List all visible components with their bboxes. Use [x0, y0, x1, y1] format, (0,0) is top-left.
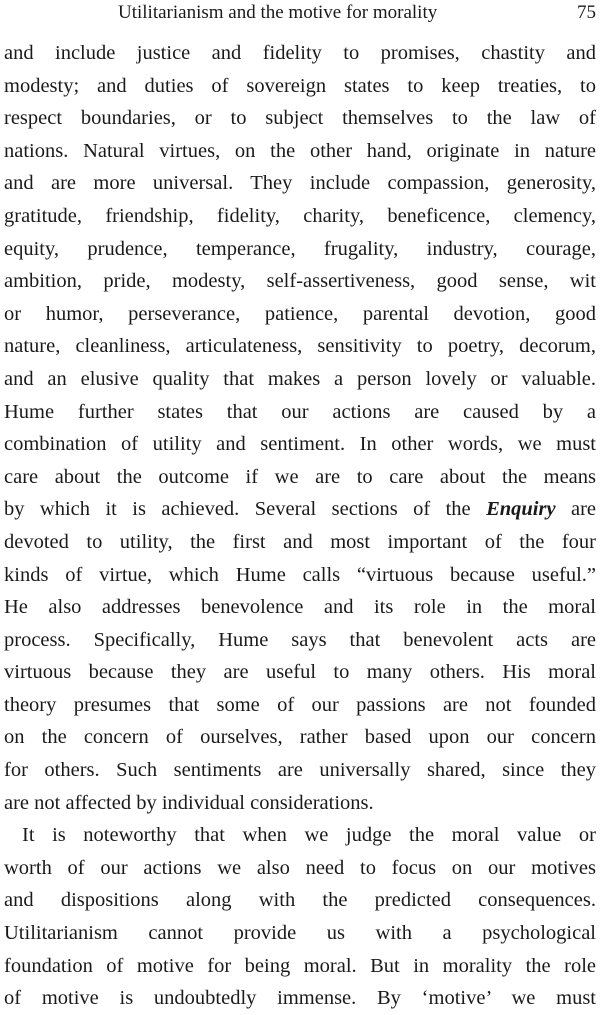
running-head [0, 0, 600, 28]
italic-title: Enquiry [486, 498, 556, 521]
body-text [4, 37, 596, 1015]
text-line: gratitude, friendship, fidelity, charity, beneficence, clemency, [4, 204, 596, 227]
text-line: of motive is undoubtedly immense. By ‘motive’ we must [4, 987, 596, 1010]
text-line: combination of utility and sentiment. In other words, we must [4, 433, 596, 456]
text-line: foundation of motive for being moral. But in morality the role [4, 954, 596, 977]
paragraph-2 [4, 819, 596, 1015]
text-line: theory presumes that some of our passions are not founded [4, 693, 596, 716]
text-line: process. Specifically, Hume says that benevolent acts are [4, 628, 596, 651]
text-line: nature, cleanliness, articulateness, sensitivity to poetry, decorum, [4, 335, 596, 358]
text-line: and are more universal. They include compassion, generosity, [4, 172, 596, 195]
text-line: Hume further states that our actions are caused by a [4, 400, 596, 423]
text-line: and include justice and fidelity to promises, chastity and [4, 42, 596, 64]
text-line: care about the outcome if we are to care about the means [4, 465, 596, 488]
text-line: nations. Natural virtues, on the other hand, originate in nature [4, 139, 596, 162]
text-line: respect boundaries, or to subject themselves to the law of [4, 107, 596, 130]
text-line: and dispositions along with the predicted consequences. [4, 889, 596, 912]
text-line: It is noteworthy that when we judge the moral value or [22, 824, 596, 847]
paragraph-1 [4, 37, 596, 819]
text-line: devoted to utility, the first and most important of the four [4, 530, 596, 553]
text-segment: are [555, 498, 597, 521]
text-line: kinds of virtue, which Hume calls “virtuous because useful.” [4, 563, 596, 586]
text-line: Utilitarianism cannot provide us with a psychological [4, 922, 596, 945]
text-line: are not affected by individual considerations. [4, 791, 374, 814]
text-segment: by which it is achieved. Several sections of the [4, 498, 471, 521]
text-line: worth of our actions we also need to focus on our motives [4, 856, 596, 879]
text-line: virtuous because they are useful to many others. His moral [4, 661, 596, 684]
text-line: for others. Such sentiments are universally shared, since they [4, 759, 596, 782]
text-line: or humor, perseverance, patience, parental devotion, good [4, 302, 596, 325]
text-line: and an elusive quality that makes a person lovely or valuable. [4, 367, 596, 390]
text-line-with-italic [4, 493, 596, 526]
text-line: modesty; and duties of sovereign states to keep treaties, to [4, 74, 596, 97]
running-title: Utilitarianism and the motive for morality [118, 2, 438, 23]
text-line: on the concern of ourselves, rather based upon our concern [4, 726, 596, 749]
page-number: 75 [577, 2, 596, 23]
text-line: ambition, pride, modesty, self-assertiveness, good sense, wit [4, 270, 596, 293]
text-line: equity, prudence, temperance, frugality, industry, courage, [4, 237, 596, 260]
text-line: He also addresses benevolence and its role in the moral [4, 596, 596, 619]
